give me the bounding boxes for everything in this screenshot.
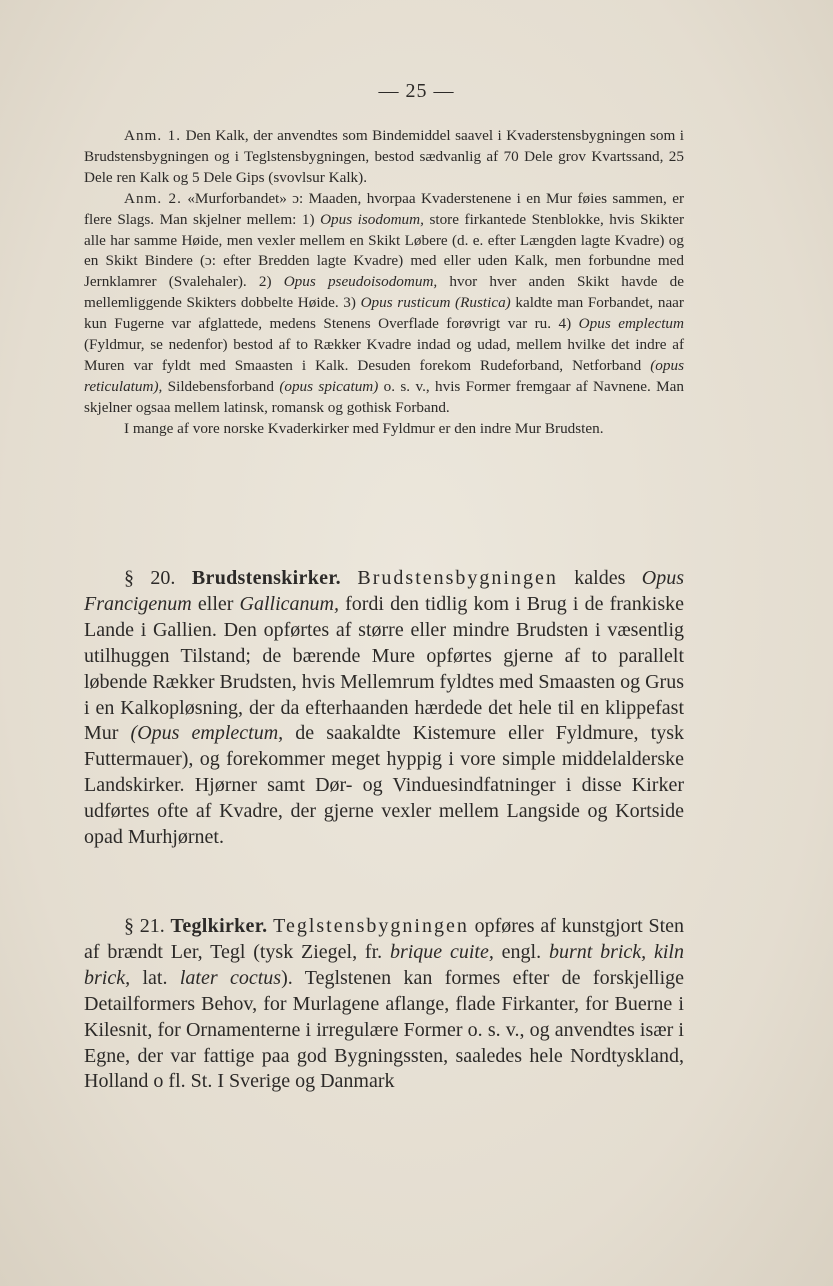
section-21-number: § 21. [124,915,165,937]
section-21-text: lat. [130,966,180,989]
section-20-term: Opus Francigenum [84,567,685,615]
section-20-text: kaldes [557,567,642,589]
section-21-title: Teglkirker. [170,915,268,937]
section-21-keyword: Teglstensbygningen [273,915,469,937]
note-2-text: kaldte man Forbandet, naar kun Fugerne var afglattede, medens Stenens Overflade forøvrigt var ru. 4) [84,294,684,333]
note-2-term: Opus isodomum, [320,210,424,228]
note-2-text: hvor hver anden Skikt havde de mellemliggende Skikters dobbelte Høide. 3) [84,273,684,312]
section-20-text: de saakaldte Kistemure eller Fyldmure, tysk Futtermauer), og forekommer meget hyppig i vore simple middelalderske Landskirker. Hjørner samt Dør- og Vinduesindfatninger i disse Kirker udførtes ofte af Kvadre, der gjerne vexler mellem Langside og Kortside opad Murhjørnet. [84,722,684,849]
note-2-text: (Fyldmur, se nedenfor) bestod af to Rækker Kvadre indad og udad, mellem hvilke det indre af Muren var fyldt med Smaasten i Kalk. Desuden forekom Rudeforband, Netforband [84,336,684,374]
section-20-number: § 20. [124,567,176,589]
section-21-text: opføres af kunstgjort Sten af brændt Ler, Tegl (tysk Ziegel, fr. [84,915,685,963]
section-20-text: eller [191,592,240,615]
note-1-text: Den Kalk, der anvendtes som Bindemiddel saavel i Kvaderstensbygningen som i Brudstensbygningen og i Teglstensbygningen, bestod sædvanlig af 70 Dele grov Kvartssand, 25 Dele ren Kalk og 5 Dele Gips (svovlsur Kalk). [84,127,685,186]
section-21-term: burnt brick, kiln brick, [84,940,684,989]
note-2-term: Opus emplectum [578,315,684,333]
note-2 [84,189,684,419]
section-20-term: Gallicanum, [239,592,339,615]
section-21-text: ). Teglstenen kan formes efter de forskjellige Detailformers Behov, for Murlagene aflange, flade Firkanter, for Buerne i Kilesnit, for Ornamenterne i irregulære Former o. s. v., og anvendtes især i Egne, der var fattige paa god Bygningssten, saaledes hele Nordtyskland, Holland o fl. St. I Sverige og Danmark [84,966,684,1093]
section-21-text: engl. [493,940,549,963]
note-2-term: Opus rusticum (Rustica) [360,294,511,312]
page-number: — 25 — [378,80,455,102]
section-20-keyword: Brudstensbygningen [357,567,558,589]
note-2-label: Anm. 2. [124,189,182,207]
note-2-text: o. s. v., hvis Former fremgaar af Navnene. Man skjelner ogsaa mellem latinsk, romansk og gothisk Forband. [84,377,684,416]
section-21-term: brique cuite, [389,940,494,963]
note-1 [84,126,684,189]
section-20 [84,566,684,851]
note-2-term: (opus reticulatum), [84,356,684,395]
section-21 [84,914,684,1095]
footnotes-block [84,126,684,440]
section-20-term: (Opus emplectum, [130,722,284,745]
note-2-term: Opus pseudoisodomum, [283,273,438,291]
note-3: I mange af vore norske Kvaderkirker med Fyldmur er den indre Mur Brudsten. [124,419,604,437]
note-1-label: Anm. 1. [124,127,182,144]
section-20-text: fordi den tidlig kom i Brug i de frankiske Lande i Gallien. Den opførtes af større eller mindre Brudsten i væsentlig utilhuggen Tilstand; de bærende Mure opførtes gjerne af to parallelt løbende Rækker Brudsten, hvis Mellemrum fyldtes med Smaasten og Grus i en Kalkopløsning, der da efterhaanden hærdede det hele til en klippefast Mur [84,592,684,745]
section-21-paragraph [84,914,684,1095]
note-2-text: Sildebensforband [162,377,280,395]
note-2-term: (opus spicatum) [279,377,379,395]
section-20-title: Brudstenskirker. [191,567,341,589]
note-2-text: store firkantede Stenblokke, hvis Skikter alle har samme Høide, men vexler mellem en Skikt Løbere (d. e. efter Længden lagte Kvadre) og en Skikt Bindere (ɔ: efter Bredden lagte Kvadre) med eller uden Kalk, men forbundne med Jernklamrer (Svalehaler). 2) [84,210,685,291]
section-20-paragraph [84,566,684,851]
note-2-text: «Murforbandet» ɔ: Maaden, hvorpaa Kvaderstenene i en Mur føies sammen, er flere Slags. Man skjelner mellem: 1) [84,189,685,228]
section-21-term: later coctus [179,966,282,989]
